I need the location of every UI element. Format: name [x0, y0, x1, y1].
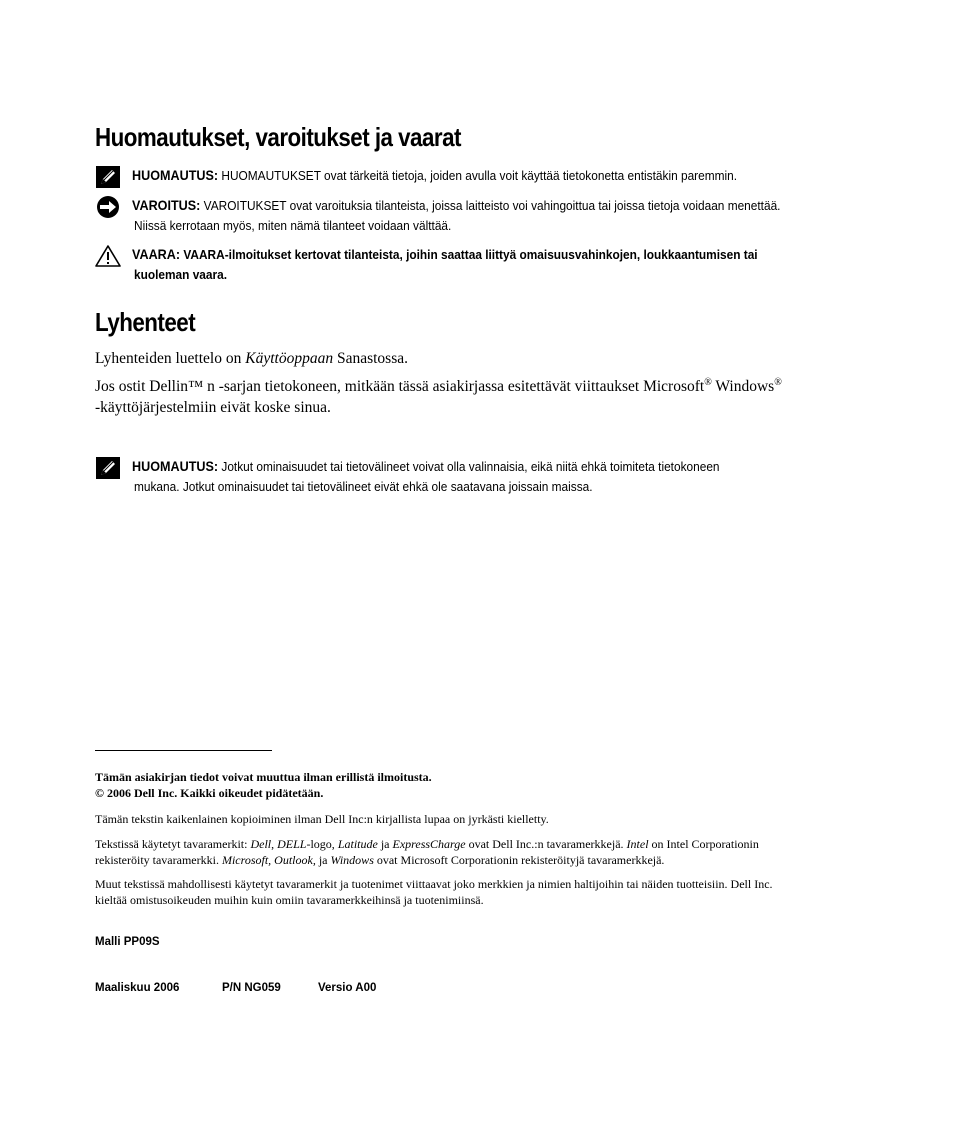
notice-label: VAROITUS:: [132, 197, 201, 213]
footer-notice-line1: Tämän asiakirjan tiedot voivat muuttua ilman erillistä ilmoitusta.: [95, 770, 432, 784]
section-title-notes: Huomautukset, varoitukset ja vaarat: [95, 122, 461, 152]
version: Versio A00: [318, 982, 377, 994]
pencil-note-icon: [95, 165, 121, 189]
registered-mark: ®: [704, 376, 712, 388]
footer-divider: [95, 750, 272, 751]
trademark-paragraph: [95, 836, 895, 868]
copy-restriction: Tämän tekstin kaikenlainen kopioiminen ilman Dell Inc:n kirjallista lupaa on jyrkästi kielletty.: [95, 812, 549, 826]
pencil-note-icon: [95, 456, 121, 480]
other-trademarks-line1: Muut tekstissä mahdollisesti käytetyt tavaramerkit ja tuotenimet viittaavat joko merkkien ja nimien haltijoihin tai näiden tuotteisiin. Dell Inc.: [95, 877, 773, 891]
section-title-abbreviations: Lyhenteet: [95, 307, 196, 337]
copyright-line: © 2006 Dell Inc. Kaikki oikeudet pidätetään.: [95, 786, 324, 800]
note2-text-line2: mukana. Jotkut ominaisuudet tai tietovälineet eivät ehkä ole saatavana joissain maissa.: [134, 479, 593, 494]
tm-text: -logo,: [306, 837, 338, 851]
para1-after: Sanastossa.: [333, 350, 408, 367]
para2-part1: Jos ostit Dellin™ n -sarjan tietokoneen, mitkään tässä asiakirjassa esitettävät viittaukset Microsoft: [95, 378, 705, 395]
notice-text-line1: VAROITUKSET ovat varoituksia tilanteista, joissa laitteisto voi vahingoittua tai joissa tietoja voidaan menettää.: [203, 198, 781, 213]
abbreviations-paragraph-2: [95, 376, 895, 418]
tm-dell-logo: DELL: [277, 837, 307, 851]
tm-intel: Intel: [626, 837, 649, 851]
tm-dell: Dell: [250, 837, 272, 851]
caution-text-line2: kuoleman vaara.: [134, 267, 228, 282]
para1-italic: Käyttöoppaan: [245, 350, 334, 367]
tm-expresscharge: ExpressCharge: [392, 837, 466, 851]
note2-label: HUOMAUTUS:: [132, 458, 219, 474]
notice-block: [95, 195, 895, 236]
other-trademarks: [95, 876, 895, 908]
tm-text: on Intel Corporationin: [648, 837, 759, 851]
tm-text: ovat Microsoft Corporationin rekisteröityjä tavaramerkkejä.: [373, 853, 665, 867]
footer-notice: [95, 769, 895, 801]
warning-triangle-icon: [95, 244, 121, 268]
model-number: Malli PP09S: [95, 936, 160, 948]
note-text: HUOMAUTUKSET ovat tärkeitä tietoja, joiden avulla voit käyttää tietokonetta entistäkin paremmin.: [221, 168, 738, 183]
tm-latitude: Latitude: [337, 837, 378, 851]
publish-date: Maaliskuu 2006: [95, 982, 180, 994]
abbreviations-paragraph-1: [95, 348, 895, 369]
notice-arrow-icon: [95, 195, 121, 219]
caution-text-line1: VAARA-ilmoitukset kertovat tilanteista, joihin saattaa liittyä omaisuusvahinkojen, loukkaantumisen tai: [183, 247, 758, 262]
tm-text: ,: [271, 837, 278, 851]
para1-before: Lyhenteiden luettelo on: [95, 350, 246, 367]
notice-text-line2: Niissä kerrotaan myös, miten nämä tilanteet voidaan välttää.: [134, 218, 452, 233]
registered-mark: ®: [774, 376, 782, 388]
tm-text: ja: [377, 837, 393, 851]
note-block-2: [95, 456, 895, 497]
tm-windows: Windows: [330, 853, 374, 867]
tm-text: ja: [315, 853, 331, 867]
note-block: [95, 165, 895, 186]
note2-text-line1: Jotkut ominaisuudet tai tietovälineet voivat olla valinnaisia, eikä niitä ehkä toimiteta tietokoneen: [221, 459, 720, 474]
tm-text: rekisteröity tavaramerkki.: [95, 853, 222, 867]
tm-microsoft: Microsoft, Outlook,: [221, 853, 316, 867]
other-trademarks-line2: kieltää omistusoikeuden muihin kuin omiin tavaramerkkeihinsä ja tuotenimiinsä.: [95, 893, 484, 907]
caution-label: VAARA:: [132, 246, 181, 262]
caution-block: [95, 244, 895, 285]
note-label: HUOMAUTUS:: [132, 167, 219, 183]
para2-line2: -käyttöjärjestelmiin eivät koske sinua.: [95, 399, 331, 416]
tm-text: Tekstissä käytetyt tavaramerkit:: [95, 837, 251, 851]
para2-part2: Windows: [711, 378, 775, 395]
tm-text: ovat Dell Inc.:n tavaramerkkejä.: [465, 837, 627, 851]
part-number: P/N NG059: [222, 982, 281, 994]
